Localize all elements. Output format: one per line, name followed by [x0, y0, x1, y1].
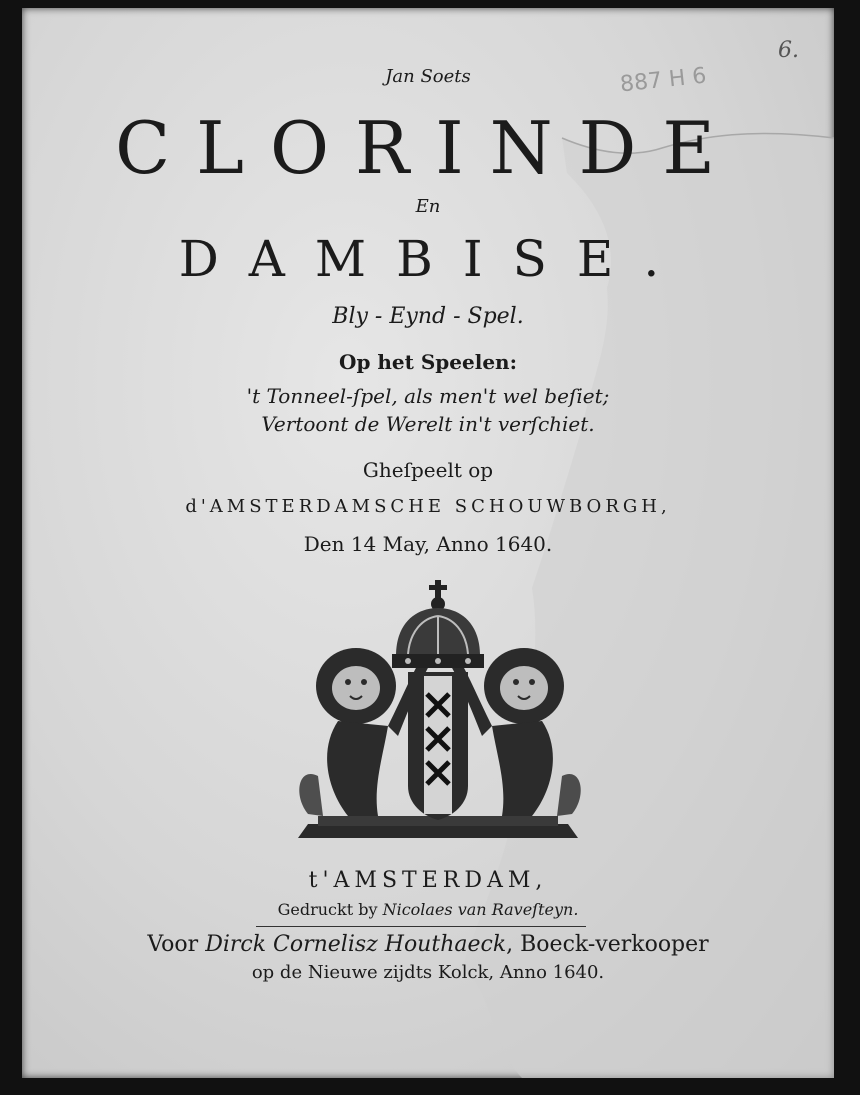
printer-name: Nicolaes van Raveſteyn.	[382, 900, 579, 919]
page-number-annotation: 6.	[778, 38, 799, 63]
amsterdam-coat-of-arms-icon	[278, 576, 598, 856]
title-conjunction: En	[415, 196, 441, 217]
imprint-divider	[256, 926, 586, 927]
publisher-address: op de Nieuwe zijdts Kolck, Anno 1640.	[251, 962, 605, 983]
performed-at: Gheſpeelt op	[362, 458, 494, 482]
shelfmark-annotation: 887 H 6	[618, 63, 708, 98]
printer-prefix: Gedruckt by	[277, 900, 378, 919]
publisher-suffix: , Boeck-verkooper	[506, 932, 709, 957]
motto-line-1: 't Tonneel-ſpel, als men't wel beſiet;	[246, 384, 610, 408]
imprint-city: t'AMSTERDAM,	[308, 868, 548, 893]
genre: Bly - Eynd - Spel.	[332, 304, 524, 329]
publisher-line	[22, 932, 834, 957]
title-page	[22, 8, 834, 1078]
motto-line-2: Vertoont de Werelt in't verſchiet.	[261, 412, 595, 436]
venue: d'AMSTERDAMSCHE SCHOUWBORGH,	[185, 496, 671, 517]
performance-date: Den 14 May, Anno 1640.	[303, 532, 553, 556]
printer-line	[22, 900, 834, 919]
author: Jan Soets	[385, 66, 471, 87]
publisher-prefix: Voor	[147, 932, 199, 957]
motto-heading: Op het Speelen:	[339, 350, 517, 374]
title-clorinde: CLORINDE	[115, 106, 741, 190]
title-dambise: DAMBISE.	[178, 230, 690, 288]
publisher-name: Dirck Cornelisz Houthaeck	[205, 932, 507, 957]
